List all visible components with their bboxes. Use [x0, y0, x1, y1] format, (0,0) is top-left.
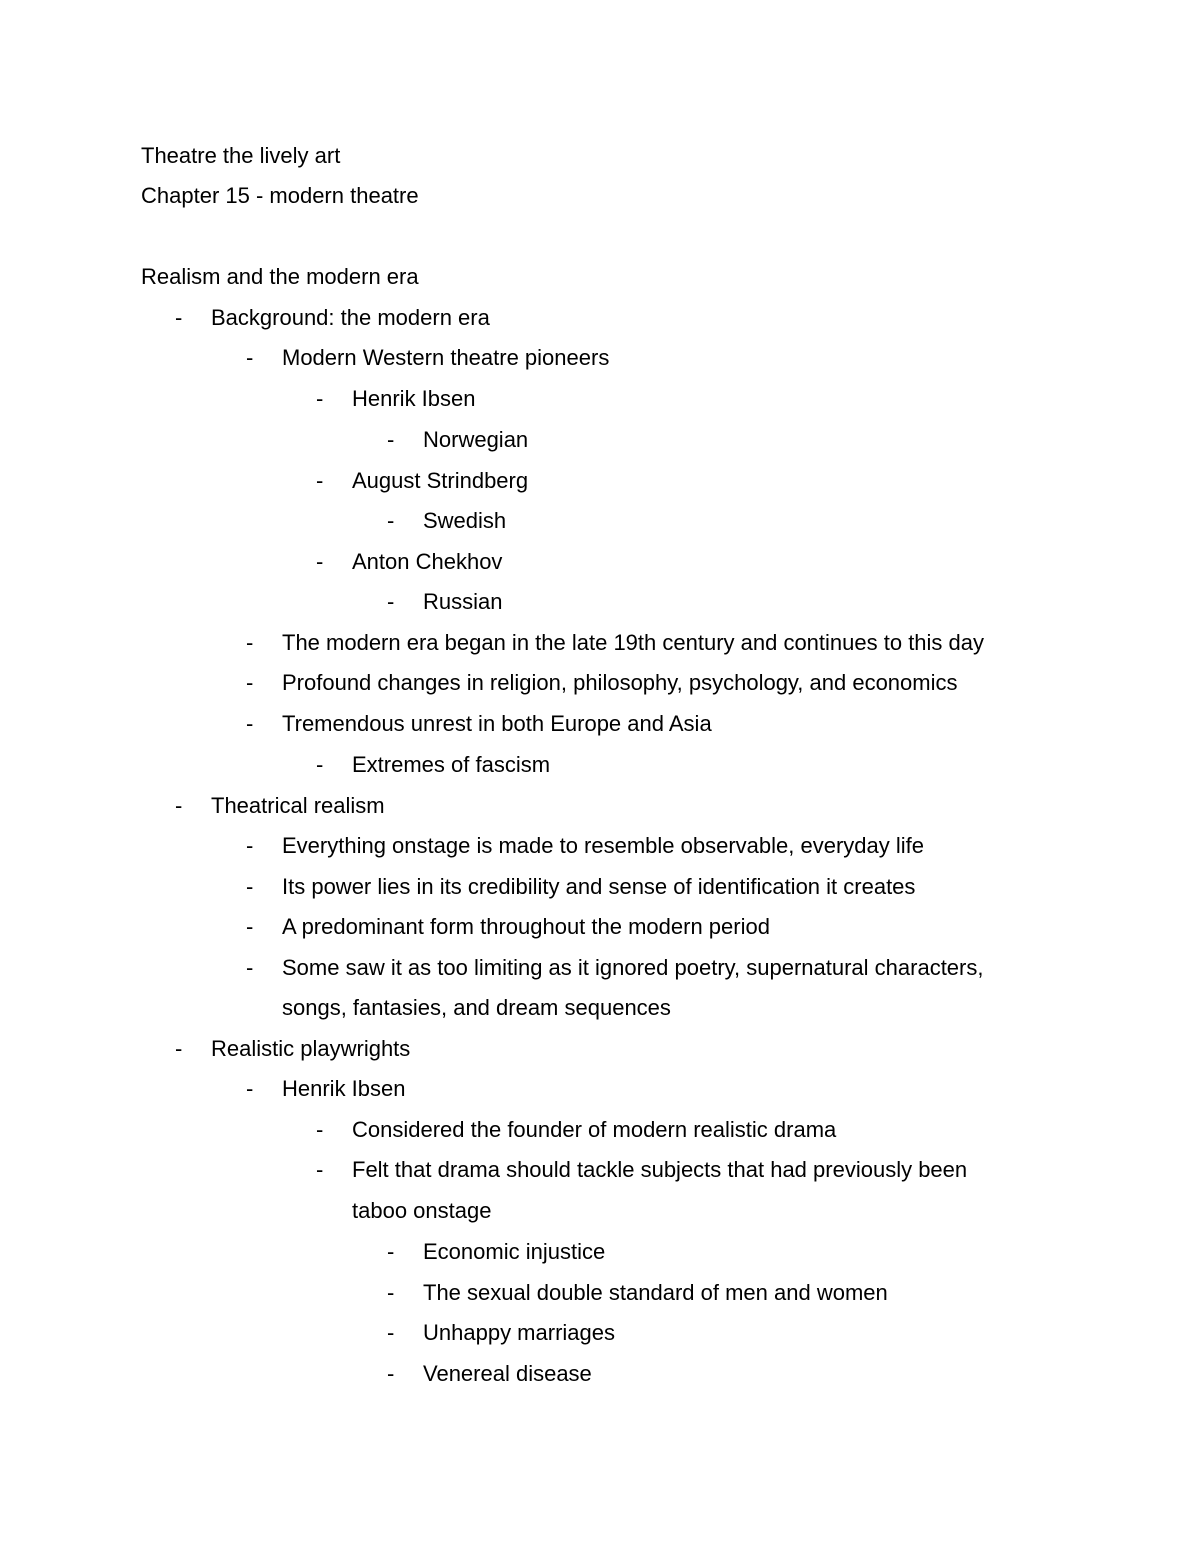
bullet-dash: -: [387, 1280, 395, 1305]
outline-item: Some saw it as too limiting as it ignored poetry, supernatural characters,: [282, 955, 984, 980]
outline-item-continuation: taboo onstage: [352, 1198, 492, 1223]
bullet-dash: -: [316, 549, 324, 574]
outline-item: Realistic playwrights: [211, 1036, 411, 1061]
outline-item: Everything onstage is made to resemble observable, everyday life: [282, 833, 925, 858]
outline-item: Venereal disease: [423, 1361, 592, 1386]
bullet-dash: -: [387, 427, 395, 452]
bullet-dash: -: [246, 1076, 254, 1101]
outline-item: Its power lies in its credibility and sense of identification it creates: [282, 874, 916, 899]
outline-item: Unhappy marriages: [423, 1320, 615, 1345]
outline-item: Henrik Ibsen: [282, 1076, 406, 1101]
outline-item: Profound changes in religion, philosophy, psychology, and economics: [282, 670, 958, 695]
bullet-dash: -: [246, 914, 254, 939]
outline-item: A predominant form throughout the modern period: [282, 914, 770, 939]
outline-item: Modern Western theatre pioneers: [282, 345, 610, 370]
bullet-dash: -: [387, 1361, 395, 1386]
bullet-dash: -: [316, 468, 324, 493]
outline-item: Background: the modern era: [211, 305, 490, 330]
outline-item: Henrik Ibsen: [352, 386, 476, 411]
bullet-dash: -: [387, 589, 395, 614]
outline-item: Tremendous unrest in both Europe and Asia: [282, 711, 712, 736]
bullet-dash: -: [175, 793, 183, 818]
bullet-dash: -: [387, 1320, 395, 1345]
outline-item: Norwegian: [423, 427, 529, 452]
section-heading: Realism and the modern era: [141, 264, 419, 289]
bullet-dash: -: [246, 955, 254, 980]
outline-item: The sexual double standard of men and women: [423, 1280, 888, 1305]
outline-item: August Strindberg: [352, 468, 529, 493]
outline-item: Swedish: [423, 508, 507, 533]
outline-item: Considered the founder of modern realistic drama: [352, 1117, 837, 1142]
outline-item: Extremes of fascism: [352, 752, 551, 777]
outline-item: Theatrical realism: [211, 793, 385, 818]
bullet-dash: -: [387, 1239, 395, 1264]
outline-item: Felt that drama should tackle subjects that had previously been: [352, 1157, 968, 1182]
bullet-dash: -: [175, 1036, 183, 1061]
outline-item: Anton Chekhov: [352, 549, 503, 574]
chapter-heading: Chapter 15 - modern theatre: [141, 183, 419, 208]
bullet-dash: -: [316, 386, 324, 411]
document-title: Theatre the lively art: [141, 143, 341, 168]
bullet-dash: -: [246, 833, 254, 858]
outline-item: Economic injustice: [423, 1239, 606, 1264]
bullet-dash: -: [246, 874, 254, 899]
bullet-dash: -: [316, 1157, 324, 1182]
bullet-dash: -: [387, 508, 395, 533]
bullet-dash: -: [246, 630, 254, 655]
bullet-dash: -: [246, 670, 254, 695]
bullet-dash: -: [316, 1117, 324, 1142]
bullet-dash: -: [246, 345, 254, 370]
outline-item-continuation: songs, fantasies, and dream sequences: [282, 995, 671, 1020]
outline-item: Russian: [423, 589, 503, 614]
outline-item: The modern era began in the late 19th century and continues to this day: [282, 630, 985, 655]
bullet-dash: -: [316, 752, 324, 777]
bullet-dash: -: [175, 305, 183, 330]
bullet-dash: -: [246, 711, 254, 736]
